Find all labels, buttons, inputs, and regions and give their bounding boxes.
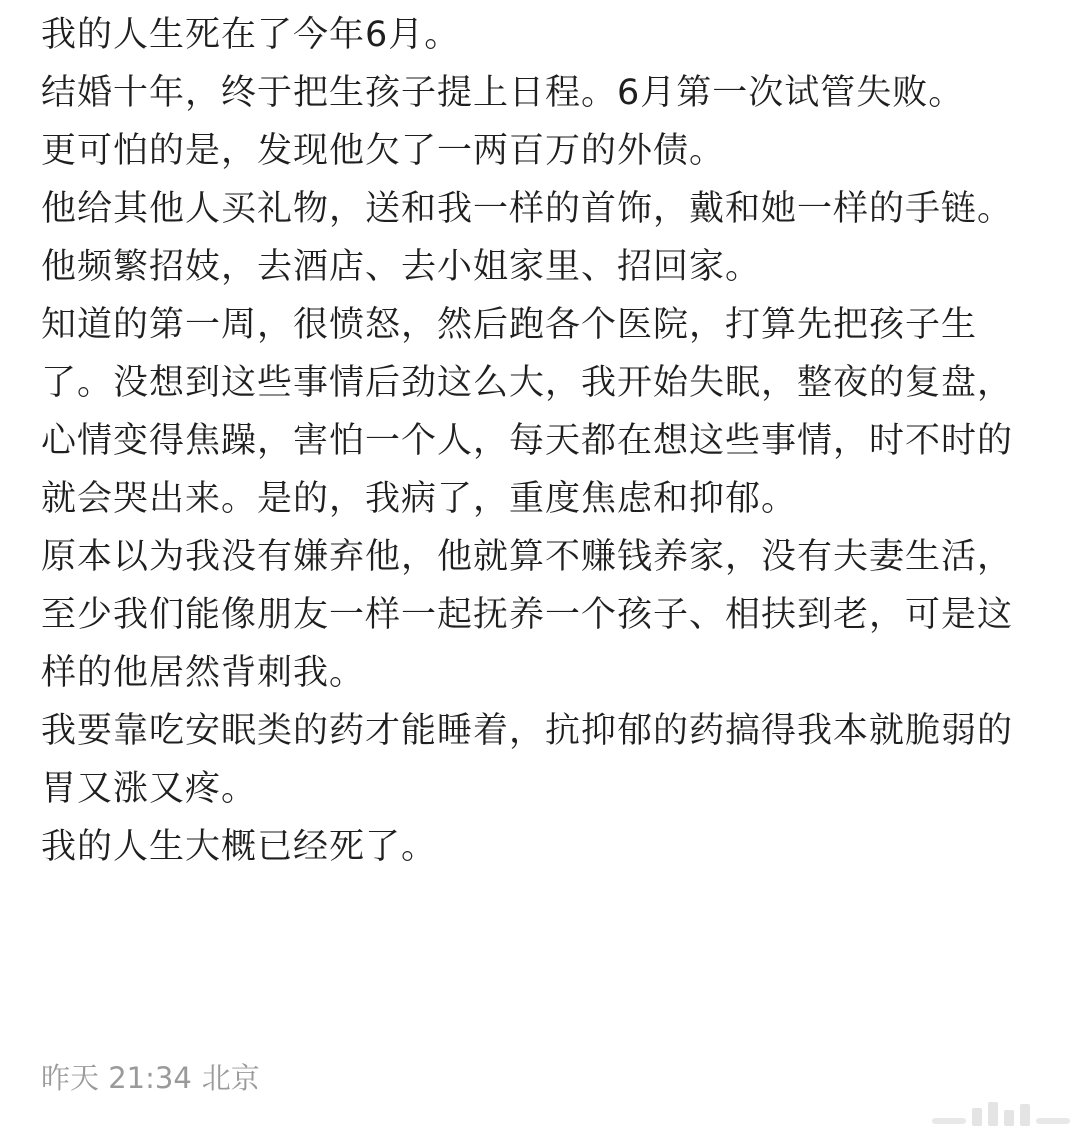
post-body-text xyxy=(41,6,1041,876)
watermark-bar xyxy=(972,1108,982,1126)
watermark-bar xyxy=(1004,1110,1014,1126)
post-meta xyxy=(41,1058,260,1098)
post-paragraph: 我的人生死在了今年6月。 xyxy=(41,15,461,55)
post-paragraph: 知道的第一周，很愤怒，然后跑各个医院，打算先把孩子生了。没想到这些事情后劲这么大，我开始失眠，整夜的复盘，心情变得焦躁，害怕一个人，每天都在想这些事情，时不时的就会哭出来。是的，我病了，重度焦虑和抑郁。 xyxy=(41,305,1014,519)
post-paragraph: 他给其他人买礼物，送和我一样的首饰，戴和她一样的手链。 xyxy=(41,189,1014,229)
watermark-line xyxy=(1036,1118,1070,1124)
watermark-line xyxy=(932,1118,966,1124)
watermark-bars-icon xyxy=(932,1102,1070,1126)
watermark-bar xyxy=(988,1102,998,1126)
post-paragraph: 我的人生大概已经死了。 xyxy=(41,827,438,867)
post-paragraph: 更可怕的是，发现他欠了一两百万的外债。 xyxy=(41,131,726,171)
post-paragraph: 结婚十年，终于把生孩子提上日程。6月第一次试管失败。 xyxy=(41,73,965,113)
watermark-bar xyxy=(1020,1104,1030,1126)
post-paragraph: 我要靠吃安眠类的药才能睡着，抗抑郁的药搞得我本就脆弱的胃又涨又疼。 xyxy=(41,711,1014,809)
post-paragraph: 原本以为我没有嫌弃他，他就算不赚钱养家，没有夫妻生活，至少我们能像朋友一样一起抚养一个孩子、相扶到老，可是这样的他居然背刺我。 xyxy=(41,537,1014,693)
post-location: 北京 xyxy=(201,1061,260,1095)
post-content xyxy=(41,6,1041,876)
post-time: 昨天 21:34 xyxy=(41,1061,192,1095)
post-paragraph: 他频繁招妓，去酒店、去小姐家里、招回家。 xyxy=(41,247,762,287)
